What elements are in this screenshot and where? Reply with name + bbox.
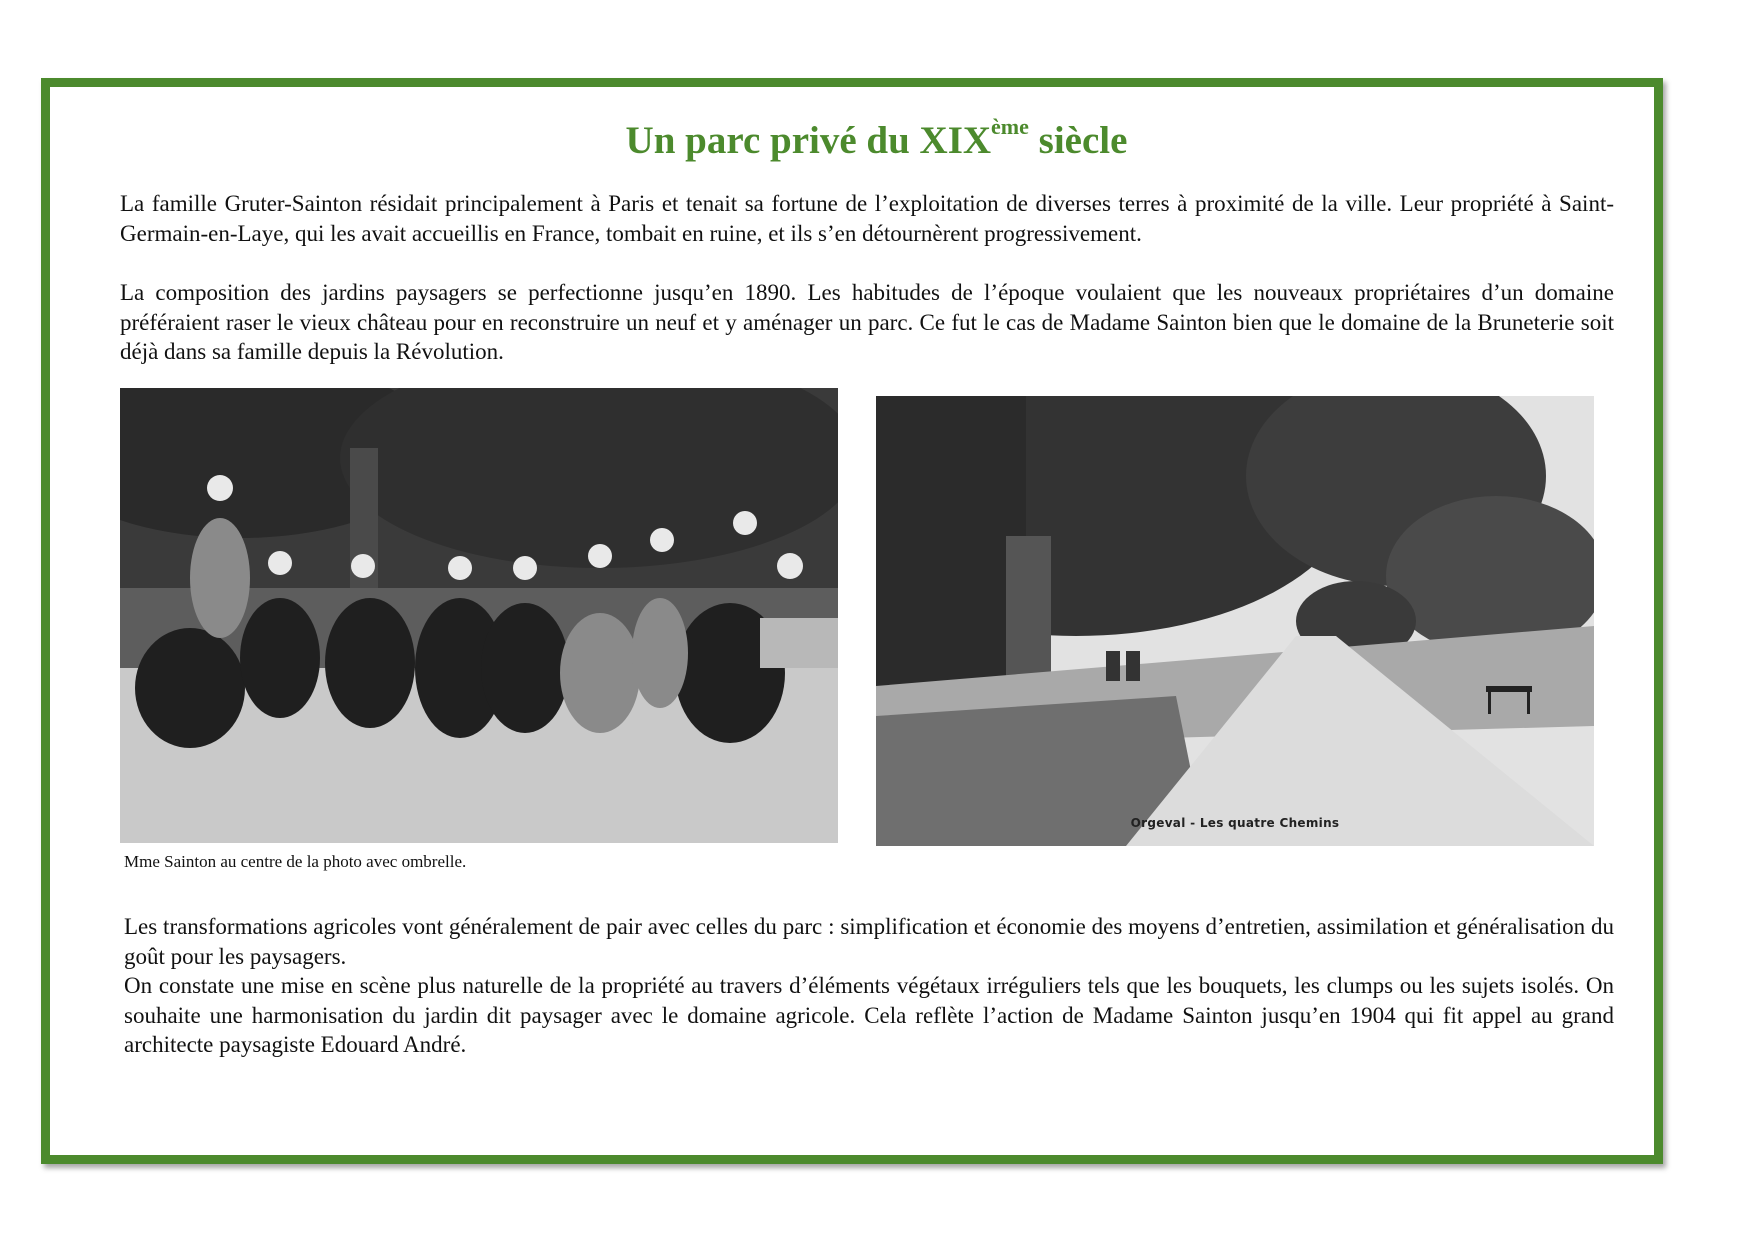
page-title xyxy=(0,114,1753,163)
composition-paragraph xyxy=(120,278,1614,367)
family-group-photo xyxy=(120,388,838,843)
park-postcard-photo xyxy=(876,396,1594,846)
title-superscript: ème xyxy=(991,114,1029,139)
paragraph-text: On constate une mise en scène plus naturelle de la propriété au travers d’éléments végétaux irréguliers tels que les bouquets, les clumps ou les sujets isolés. On souhaite une harmonisation du jardin dit paysager avec le domaine agricole. Cela reflète l’action de Madame Sainton jusqu’en 1904 qui fit appel au grand architecte paysagiste Edouard André. xyxy=(124,973,1614,1057)
family-group-photo-drawing xyxy=(120,388,838,843)
title-end: siècle xyxy=(1038,119,1128,162)
park-postcard-drawing xyxy=(876,396,1594,846)
paragraph-text: La famille Gruter-Sainton résidait principalement à Paris et tenait sa fortune de l’exploitation de diverses terres à proximité de la ville. Leur propriété à Saint-Germain-en-Laye, qui les avait accueillis en France, tombait en ruine, et ils s’en détournèrent progressivement. xyxy=(120,191,1614,246)
title-main: Un parc privé du XIX xyxy=(625,119,992,162)
paragraph-text: La composition des jardins paysagers se perfectionne jusqu’en 1890. Les habitudes de l’époque voulaient que les nouveaux propriétaires d’un domaine préféraient raser le vieux château pour en reconstruire un neuf et y aménager un parc. Ce fut le cas de Madame Sainton bien que le domaine de la Bruneterie soit déjà dans sa famille depuis la Révolution. xyxy=(120,280,1614,364)
photo-caption: Mme Sainton au centre de la photo avec ombrelle. xyxy=(124,852,467,871)
paragraph-text: Les transformations agricoles vont généralement de pair avec celles du parc : simplification et économie des moyens d’entretien, assimilation et généralisation du goût pour les paysagers. xyxy=(124,914,1614,969)
transformations-paragraph xyxy=(124,912,1614,1060)
intro-paragraph xyxy=(120,189,1614,248)
postcard-caption: Orgeval - Les quatre Chemins xyxy=(1130,816,1340,830)
